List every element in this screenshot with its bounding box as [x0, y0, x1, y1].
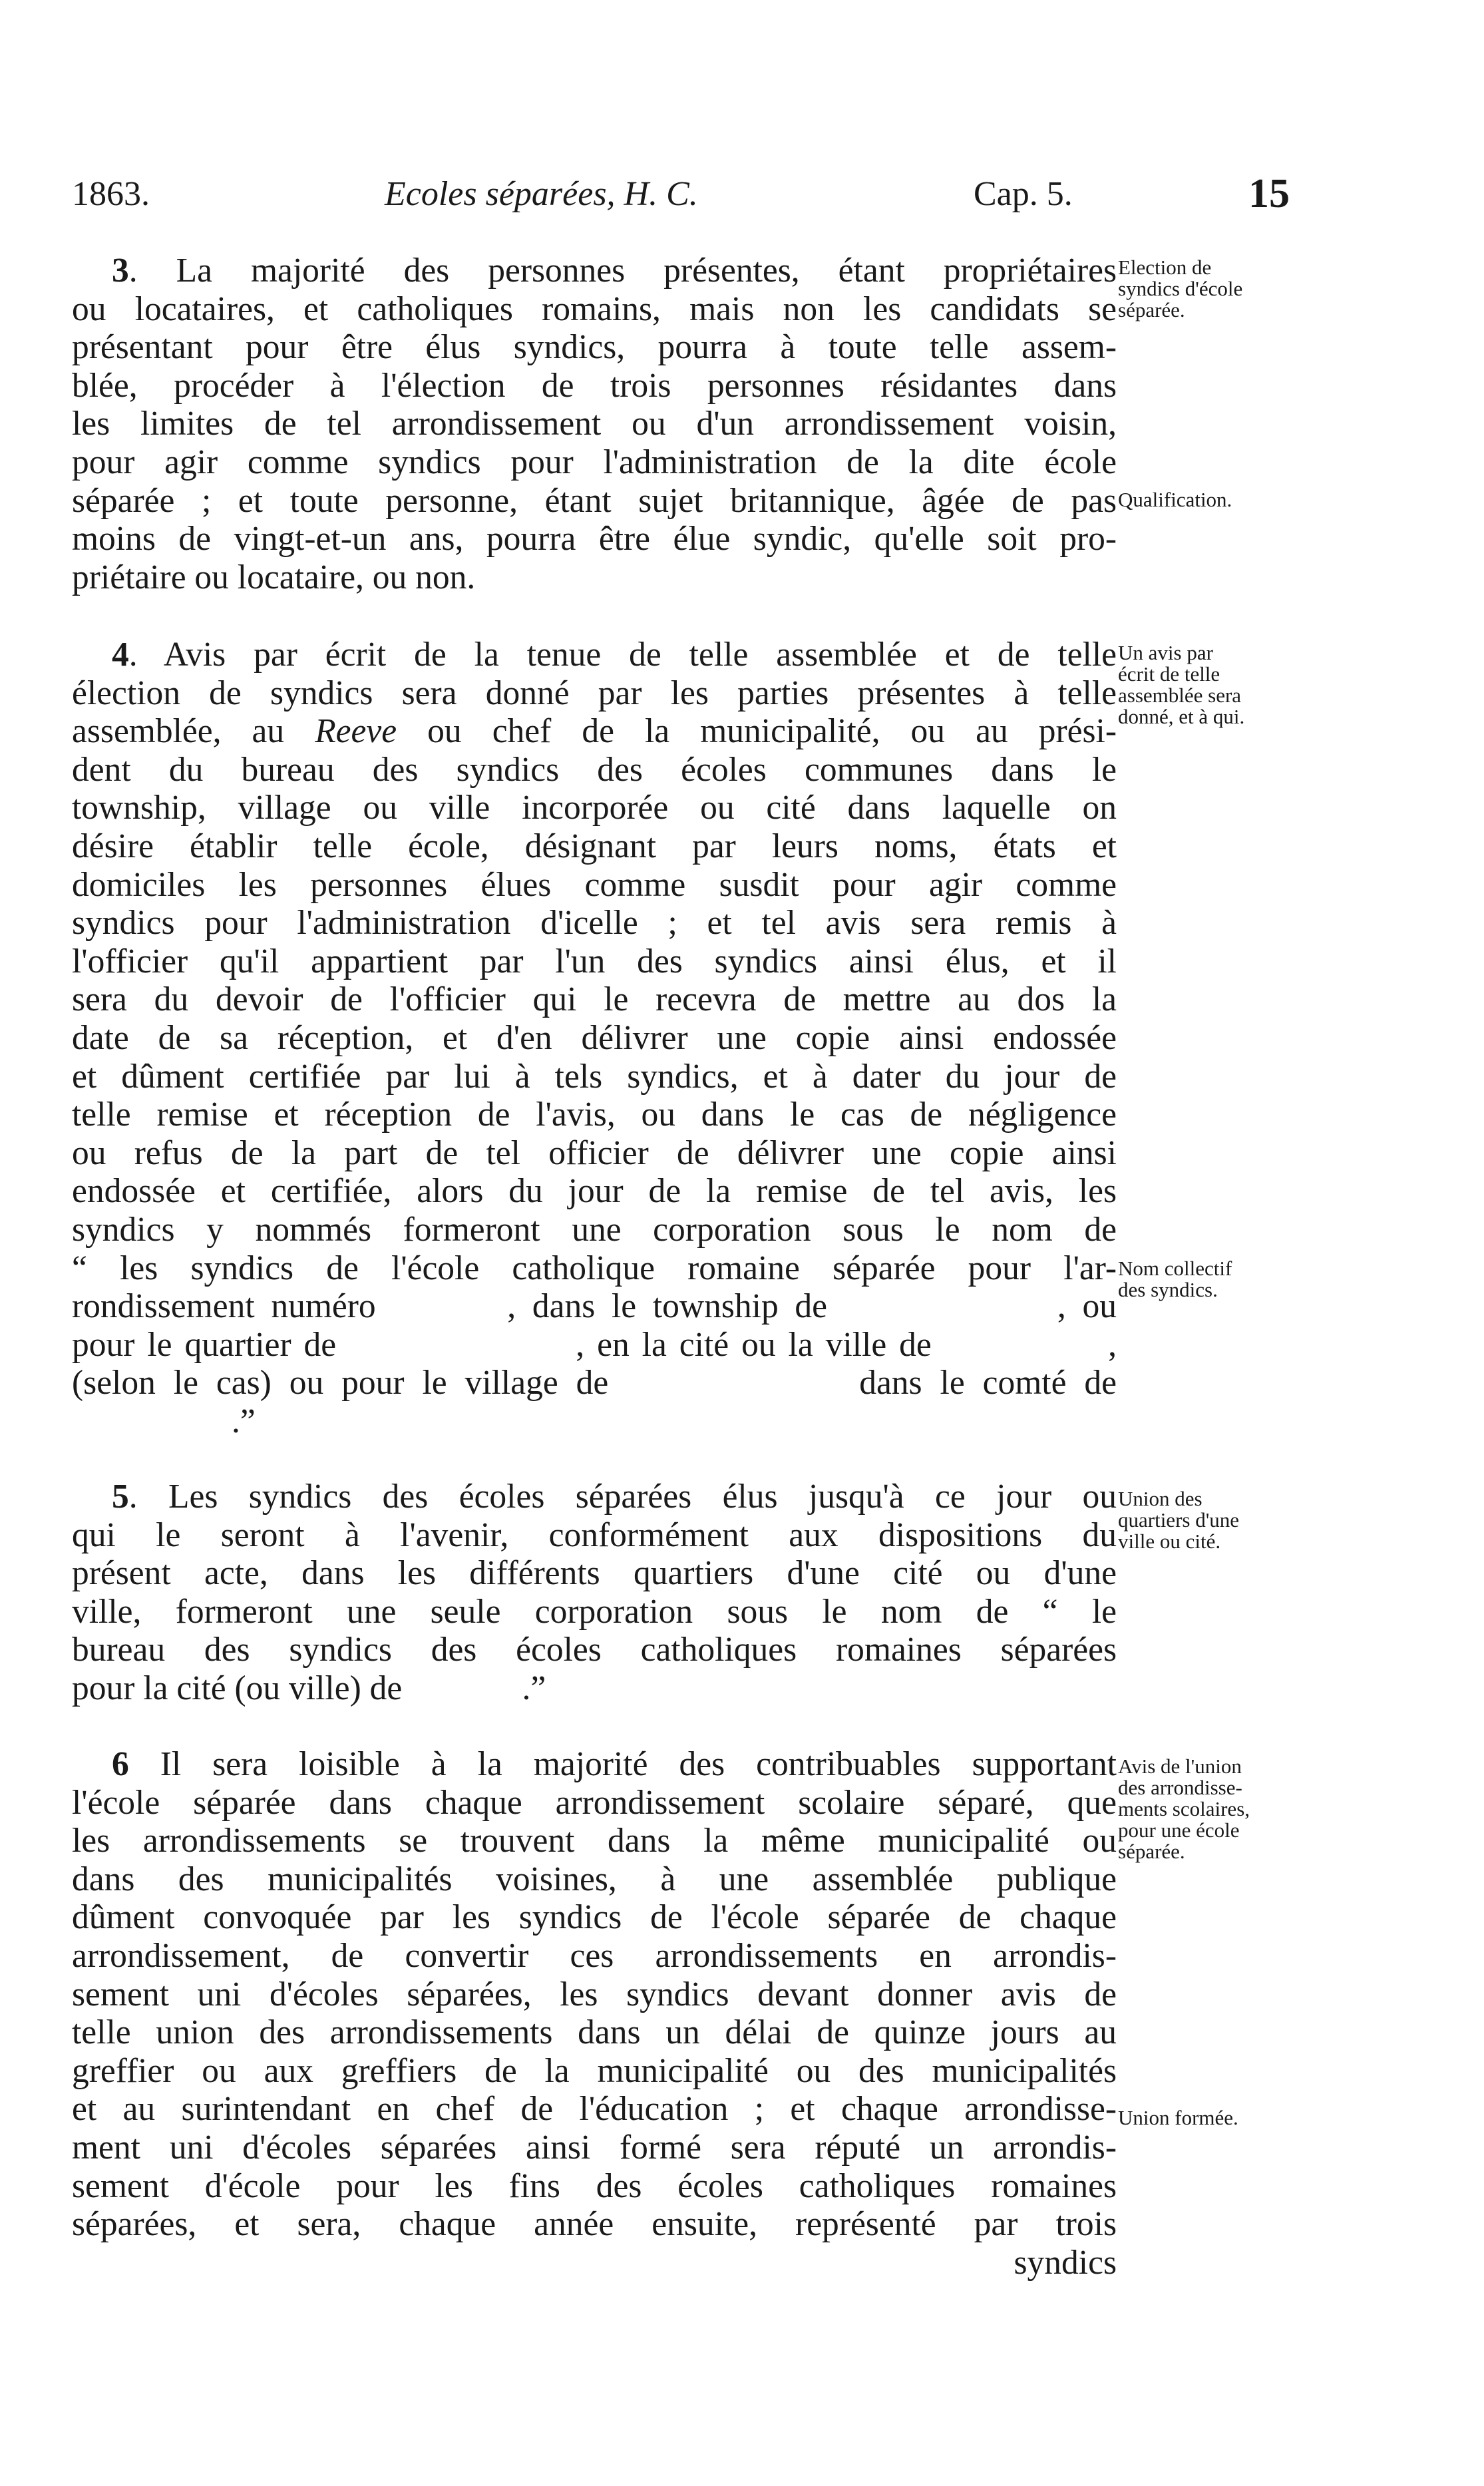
- section-6-line-9: et au surintendant en chef de l'éducation ; et chaque arrondisse-: [72, 2090, 1117, 2129]
- margin-note-union-formee: [1118, 2107, 1318, 2129]
- margin-note-union-quartiers: [1118, 1488, 1318, 1552]
- margin-note-avis-union: [1118, 1756, 1318, 1862]
- section-4-line-4: township, village ou ville incorporée ou cité dans laquelle on: [72, 789, 1117, 827]
- section-4-line-10: date de sa réception, et d'en délivrer une copie ainsi endossée: [72, 1018, 1117, 1057]
- section-6-text: [72, 1745, 1117, 2282]
- section-6-line-2: les arrondissements se trouvent dans la même municipalité ou: [72, 1822, 1117, 1860]
- margin-note-qualification: [1118, 489, 1318, 511]
- section-4: [72, 636, 1117, 1440]
- margin-note-election: [1118, 257, 1318, 321]
- header-chapter: Cap. 5.: [974, 175, 1073, 213]
- section-6-catchword: syndics: [1014, 2243, 1117, 2282]
- section-3-line-1: ou locataires, et catholiques romains, mais non les candidats se: [72, 290, 1117, 328]
- section-4-line-17: rondissement numéro , dans le township de , ou: [72, 1287, 1117, 1326]
- section-3-line-6: séparée ; et toute personne, étant sujet britannique, âgée de pas: [72, 481, 1117, 520]
- margin-note-line: ments scolaires,: [1118, 1797, 1250, 1820]
- section-6-line-6: sement uni d'écoles séparées, les syndics devant donner avis de: [72, 1975, 1117, 2013]
- margin-note-line: syndics d'école: [1118, 277, 1243, 300]
- section-4-line-9: sera du devoir de l'officier qui le recevra de mettre au dos la: [72, 980, 1117, 1019]
- section-6-line-12: séparées, et sera, chaque année ensuite, représenté par trois: [72, 2205, 1117, 2244]
- section-4-line-15: syndics y nommés formeront une corporation sous le nom de: [72, 1210, 1117, 1249]
- section-3-line-8: priétaire ou locataire, ou non.: [72, 558, 476, 596]
- section-5: [72, 1478, 1117, 1708]
- margin-note-line: Election de: [1118, 256, 1212, 279]
- section-6: [72, 1745, 1117, 2282]
- section-4-line-18: pour le quartier de , en la cité ou la ville de ,: [72, 1325, 1117, 1364]
- section-6-line-1: l'école séparée dans chaque arrondissement scolaire séparé, que: [72, 1783, 1117, 1822]
- header-title: Ecoles séparées, H. C.: [385, 175, 698, 213]
- section-4-line-20: .”: [232, 1402, 256, 1440]
- section-4-line-19: (selon le cas) ou pour le village de dans le comté de: [72, 1364, 1117, 1402]
- margin-note-line: séparée.: [1118, 298, 1185, 321]
- margin-note-line: écrit de telle: [1118, 662, 1220, 686]
- section-3-line-0: La majorité des personnes présentes, étant propriétaires: [176, 252, 1117, 290]
- section-3-line-5: pour agir comme syndics pour l'administration de la dite école: [72, 443, 1117, 481]
- margin-note-line: des arrondisse-: [1118, 1776, 1242, 1799]
- section-4-line-2: assemblée, au Reeve ou chef de la municipalité, ou au prési-: [72, 712, 1117, 751]
- margin-note-line: Union des: [1118, 1487, 1203, 1510]
- section-3-number: 3: [112, 252, 129, 290]
- section-4-line-0: Avis par écrit de la tenue de telle assemblée et de telle: [163, 636, 1117, 674]
- section-6-line-5: arrondissement, de convertir ces arrondissements en arrondis-: [72, 1936, 1117, 1975]
- margin-note-nom-collectif: [1118, 1258, 1318, 1301]
- margin-note-line: séparée.: [1118, 1840, 1185, 1863]
- section-5-text: 5. Les syndics des écoles séparées élus jusqu'à ce jour ou qui le seront à l'avenir, conformément aux dispositions du présent acte, dans les différents quartiers d'une cité ou d'une ville, formeront une seule corporation sous le nom de “ le bureau des syndics des écoles catholiques romaines séparées pour la cité (ou ville) de .”: [72, 1478, 1117, 1707]
- section-6-line-7: telle union des arrondissements dans un délai de quinze jours au: [72, 2013, 1117, 2052]
- section-4-line-16: “ les syndics de l'école catholique romaine séparée pour l'ar-: [72, 1249, 1117, 1287]
- section-4-line-8: l'officier qu'il appartient par l'un des syndics ainsi élus, et il: [72, 942, 1117, 980]
- section-4-text: 4. Avis par écrit de la tenue de telle assemblée et de telle élection de syndics sera donné par les parties présentes à telle assemblée, au Reeve ou chef de la municipalité, ou au prési- dent du bureau des syndics des écoles communes dans le township, village ou ville incorporée ou cité dans laquelle on désire établir telle école, désignant par leurs noms, états et domiciles les personnes élues comme susdit pour agir comme syndics pour l'administration d'icelle ; et tel avis sera remis à l'officier qu'il appartient par l'un des syndics ainsi élus, et il sera du devoir de l'officier qui le recevra de mettre au dos la date de sa réception, et d'en délivrer une copie ainsi endossée et dûment certifiée par lui à tels syndics, et à dater du jour de telle remise et réception de l'avis, ou dans le cas de négligence ou refus de la part de tel officier de délivrer une copie ainsi endossée et certifiée, alors du jour de la remise de tel avis, les syndics y nommés formeront une corporation sous le nom de “ les syndics de l'école catholique romaine séparée pour l'ar- rondissement numéro , dans le township de , ou pour le quartier de , en la cité ou la ville de , (selon le cas) ou pour le village de dans le comté de .”: [72, 636, 1117, 1440]
- margin-note-avis: [1118, 642, 1318, 727]
- margin-note-line: Avis de l'union: [1118, 1755, 1242, 1778]
- section-4-line-13: ou refus de la part de tel officier de délivrer une copie ainsi: [72, 1134, 1117, 1172]
- section-4-line-12: telle remise et réception de l'avis, ou dans le cas de négligence: [72, 1096, 1117, 1134]
- section-6-line-0: Il sera loisible à la majorité des contribuables supportant: [160, 1745, 1117, 1783]
- section-3-line-4: les limites de tel arrondissement ou d'un arrondissement voisin,: [72, 405, 1117, 443]
- section-5-line-3: ville, formeront une seule corporation sous le nom de “ le: [72, 1592, 1117, 1631]
- header-year: 1863.: [72, 175, 150, 213]
- page-number: 15: [1248, 171, 1290, 216]
- section-4-line-11: et dûment certifiée par lui à tels syndics, et à dater du jour de: [72, 1057, 1117, 1096]
- section-3-text: 3. La majorité des personnes présentes, étant propriétaires ou locataires, et catholiques romains, mais non les candidats se présentant pour être élus syndics, pourra à toute telle assem- blée, procéder à l'élection de trois personnes résidantes dans les limites de tel arrondissement ou d'un arrondissement voisin, pour agir comme syndics pour l'administration de la dite école séparée ; et toute personne, étant sujet britannique, âgée de pas moins de vingt-et-un ans, pourra être élue syndic, qu'elle soit pro- priétaire ou locataire, ou non.: [72, 252, 1117, 596]
- section-5-line-5: pour la cité (ou ville) de .”: [72, 1669, 546, 1707]
- margin-note-line: quartiers d'une: [1118, 1508, 1240, 1532]
- section-3-line-7: moins de vingt-et-un ans, pourra être élue syndic, qu'elle soit pro-: [72, 520, 1117, 558]
- section-4-line-6: domiciles les personnes élues comme susdit pour agir comme: [72, 865, 1117, 904]
- section-3: [72, 252, 1117, 596]
- section-4-line-7: syndics pour l'administration d'icelle ; et tel avis sera remis à: [72, 904, 1117, 942]
- section-4-line-1: élection de syndics sera donné par les parties présentes à telle: [72, 674, 1117, 712]
- section-5-line-1: qui le seront à l'avenir, conformément aux dispositions du: [72, 1516, 1117, 1554]
- section-5-number: 5: [112, 1478, 129, 1516]
- margin-note-line: ville ou cité.: [1118, 1530, 1221, 1553]
- margin-note-line: Union formée.: [1118, 2106, 1238, 2129]
- section-6-line-11: sement d'école pour les fins des écoles catholiques romaines: [72, 2167, 1117, 2205]
- margin-note-line: donné, et à qui.: [1118, 705, 1245, 728]
- margin-note-line: Un avis par: [1118, 641, 1213, 664]
- section-4-line-5: désire établir telle école, désignant par leurs noms, états et: [72, 827, 1117, 865]
- section-5-line-4: bureau des syndics des écoles catholiques romaines séparées: [72, 1631, 1117, 1669]
- margin-note-line: assemblée sera: [1118, 684, 1242, 707]
- section-6-line-8: greffier ou aux greffiers de la municipalité ou des municipalités: [72, 2051, 1117, 2090]
- section-4-number: 4: [112, 636, 129, 674]
- reeve-italic: Reeve: [315, 712, 397, 751]
- margin-note-line: des syndics.: [1118, 1278, 1218, 1301]
- section-5-line-0: Les syndics des écoles séparées élus jusqu'à ce jour ou: [168, 1478, 1117, 1516]
- margin-note-line: pour une école: [1118, 1818, 1240, 1842]
- section-6-line-4: dûment convoquée par les syndics de l'école séparée de chaque: [72, 1898, 1117, 1937]
- section-6-number: 6: [112, 1745, 129, 1783]
- section-3-line-3: blée, procéder à l'élection de trois personnes résidantes dans: [72, 366, 1117, 405]
- margin-note-line: Nom collectif: [1118, 1257, 1232, 1280]
- section-5-line-2: présent acte, dans les différents quartiers d'une cité ou d'une: [72, 1554, 1117, 1593]
- section-4-line-14: endossée et certifiée, alors du jour de la remise de tel avis, les: [72, 1172, 1117, 1211]
- running-header: [72, 171, 1290, 221]
- section-6-line-3: dans des municipalités voisines, à une assemblée publique: [72, 1860, 1117, 1898]
- section-4-line-3: dent du bureau des syndics des écoles communes dans le: [72, 750, 1117, 789]
- margin-note-line: Qualification.: [1118, 488, 1232, 511]
- section-3-line-2: présentant pour être élus syndics, pourra à toute telle assem-: [72, 328, 1117, 367]
- section-6-line-10: ment uni d'écoles séparées ainsi formé sera réputé un arrondis-: [72, 2128, 1117, 2167]
